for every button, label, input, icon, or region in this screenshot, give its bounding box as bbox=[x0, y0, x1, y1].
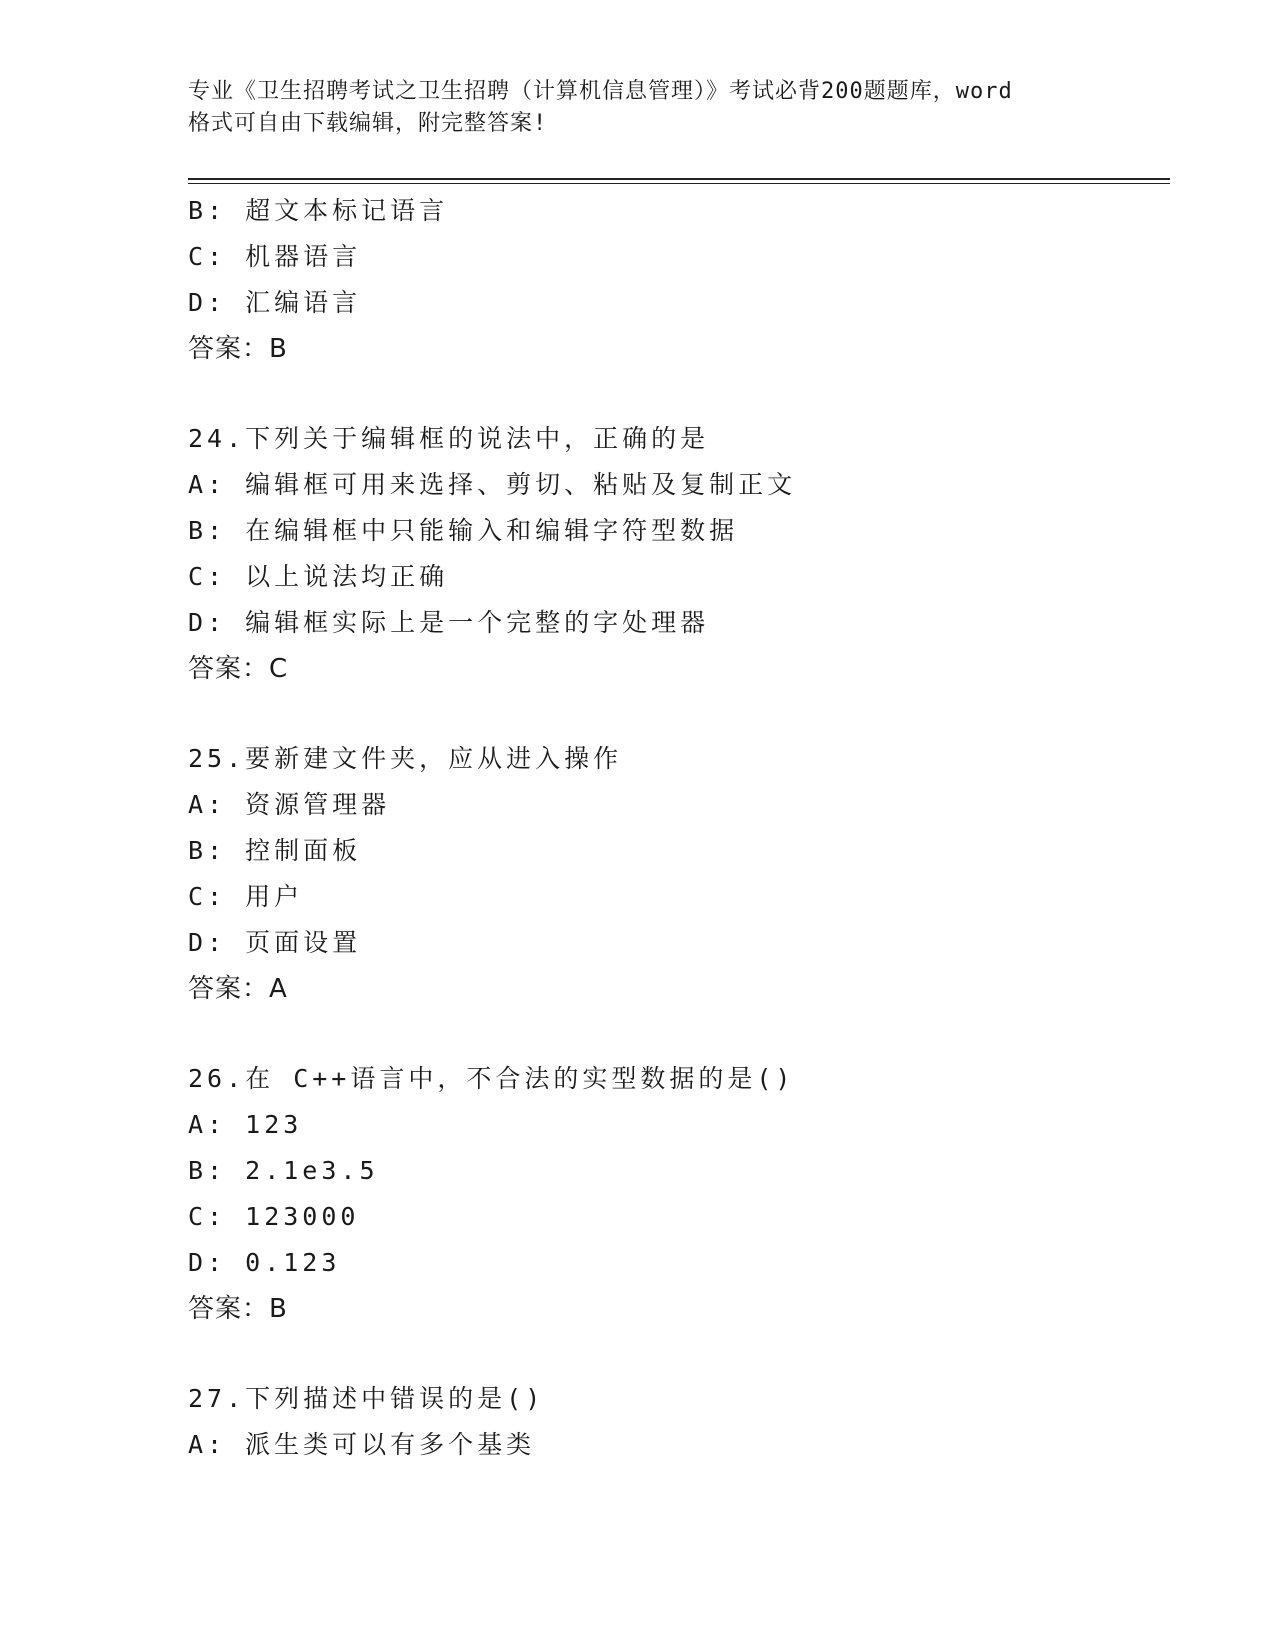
header-line-2: 格式可自由下载编辑，附完整答案! bbox=[188, 111, 548, 136]
option-a: A: 派生类可以有多个基类 bbox=[188, 1430, 536, 1459]
option-d: D: 0.123 bbox=[188, 1248, 341, 1277]
answer: 答案：A bbox=[188, 974, 288, 1004]
option-d: D: 汇编语言 bbox=[188, 288, 362, 317]
question-stem: 27.下列描述中错误的是() bbox=[188, 1384, 545, 1413]
question-24 bbox=[188, 416, 1168, 692]
question-27 bbox=[188, 1376, 1168, 1468]
question-25 bbox=[188, 736, 1168, 1012]
header-divider bbox=[188, 178, 1170, 184]
document-header bbox=[188, 76, 1108, 140]
question-stem: 25.要新建文件夹，应从进入操作 bbox=[188, 744, 623, 773]
option-d: D: 页面设置 bbox=[188, 928, 362, 957]
answer: 答案：B bbox=[188, 1294, 288, 1324]
option-c: C: 机器语言 bbox=[188, 242, 362, 271]
option-d: D: 编辑框实际上是一个完整的字处理器 bbox=[188, 608, 710, 637]
option-c: C: 123000 bbox=[188, 1202, 360, 1231]
option-b: B: 超文本标记语言 bbox=[188, 196, 449, 225]
option-a: A: 编辑框可用来选择、剪切、粘贴及复制正文 bbox=[188, 470, 797, 499]
question-stem: 26.在 C++语言中，不合法的实型数据的是() bbox=[188, 1064, 795, 1093]
option-a: A: 123 bbox=[188, 1110, 303, 1139]
option-b: B: 2.1e3.5 bbox=[188, 1156, 379, 1185]
option-c: C: 以上说法均正确 bbox=[188, 562, 449, 591]
option-b: B: 在编辑框中只能输入和编辑字符型数据 bbox=[188, 516, 739, 545]
question-stem: 24.下列关于编辑框的说法中，正确的是 bbox=[188, 424, 710, 453]
answer: 答案：B bbox=[188, 334, 288, 364]
question-26 bbox=[188, 1056, 1168, 1332]
option-a: A: 资源管理器 bbox=[188, 790, 391, 819]
header-line-1: 专业《卫生招聘考试之卫生招聘（计算机信息管理）》考试必背200题题库，word bbox=[188, 79, 1013, 104]
answer: 答案：C bbox=[188, 654, 289, 684]
option-c: C: 用户 bbox=[188, 882, 304, 911]
question-23-tail bbox=[188, 188, 1168, 372]
question-list bbox=[188, 188, 1168, 1468]
option-b: B: 控制面板 bbox=[188, 836, 362, 865]
